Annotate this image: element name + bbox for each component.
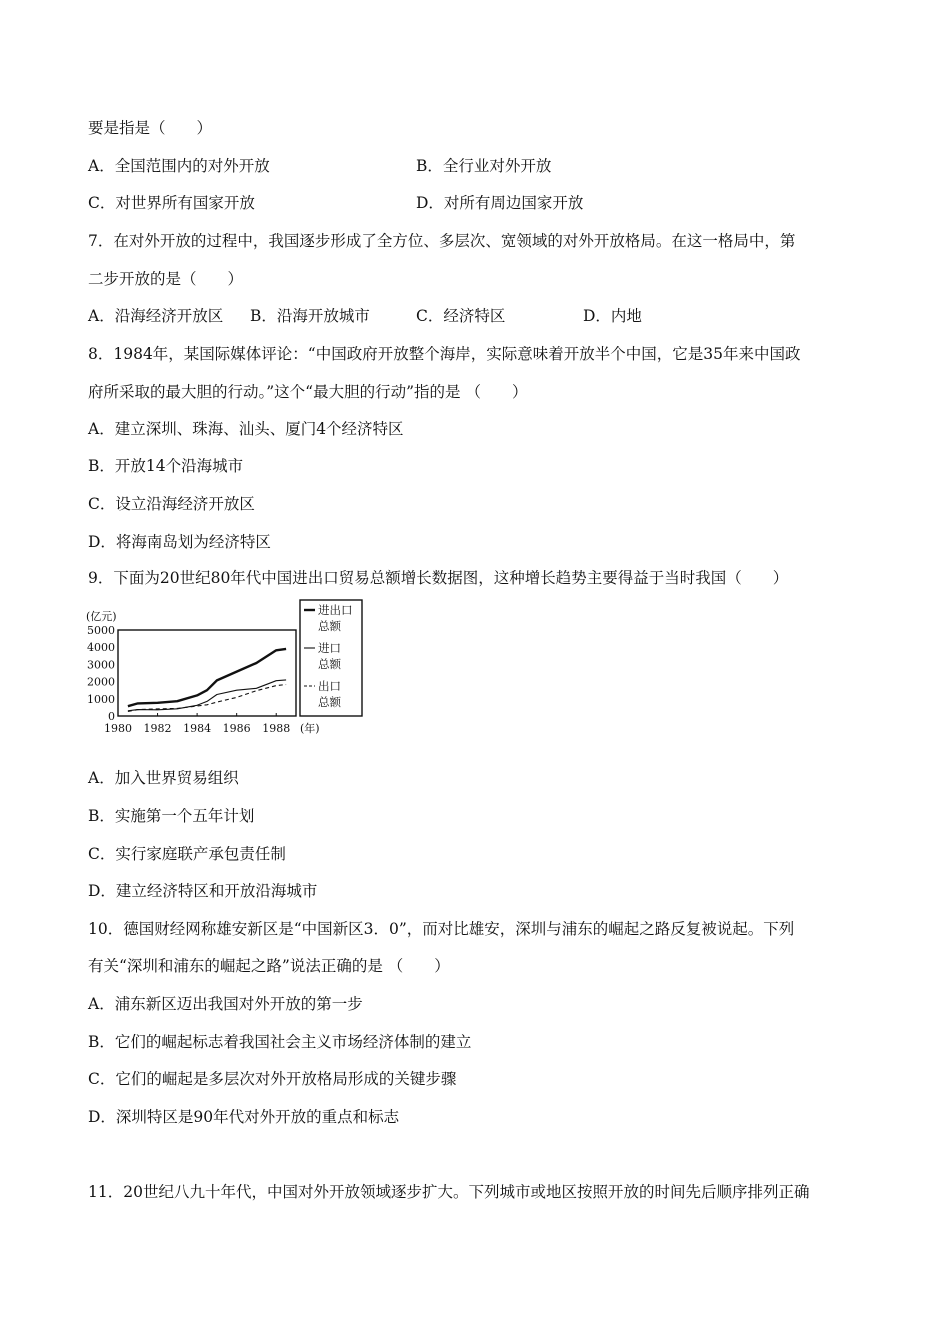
series-line-1 <box>128 649 286 706</box>
y-axis-label: (亿元) <box>86 610 117 623</box>
x-tick-label: 1982 <box>143 722 172 735</box>
trade-growth-chart-svg <box>84 598 374 740</box>
q7-stem-line2: 二步开放的是（ ） <box>88 270 244 288</box>
q10-option-a: A．浦东新区迈出我国对外开放的第一步 <box>88 995 363 1013</box>
y-tick-label: 4000 <box>87 641 115 655</box>
q8-stem-line2: 府所采取的最大胆的行动。”这个“最大胆的行动”指的是 （ ） <box>88 383 528 401</box>
q8-option-c: C．设立沿海经济开放区 <box>88 495 255 513</box>
legend-label-3-part1: 出口 <box>318 679 341 693</box>
q6-stem-tail: 要是指是（ ） <box>88 119 213 137</box>
q7-option-d: D．内地 <box>583 307 642 325</box>
x-tick-label: 1986 <box>222 722 251 735</box>
q9-option-d: D．建立经济特区和开放沿海城市 <box>88 882 318 900</box>
q7-option-a: A．沿海经济开放区 <box>88 307 224 325</box>
y-tick-label: 5000 <box>87 624 115 637</box>
q10-option-b: B．它们的崛起标志着我国社会主义市场经济体制的建立 <box>88 1033 472 1051</box>
q9-option-a: A．加入世界贸易组织 <box>88 769 239 787</box>
q9-stem-line1: 9．下面为20世纪80年代中国进出口贸易总额增长数据图，这种增长趋势主要得益于当时我国（ ） <box>88 569 789 587</box>
legend-label-3-part2: 总额 <box>318 695 341 709</box>
y-tick-label: 3000 <box>87 658 115 672</box>
y-tick-label: 0 <box>108 710 115 723</box>
q7-option-b: B．沿海开放城市 <box>250 307 370 325</box>
x-axis-label: (年) <box>300 722 320 735</box>
x-tick-label: 1984 <box>183 722 212 735</box>
q8-option-b: B．开放14个沿海城市 <box>88 457 244 475</box>
q6-option-c: C．对世界所有国家开放 <box>88 194 255 212</box>
q9-option-c: C．实行家庭联产承包责任制 <box>88 845 286 863</box>
x-tick-label: 1988 <box>262 722 291 735</box>
x-tick-label: 1980 <box>104 722 132 735</box>
q8-option-a: A．建立深圳、珠海、汕头、厦门4个经济特区 <box>88 420 404 438</box>
q6-option-d: D．对所有周边国家开放 <box>416 194 584 212</box>
q9-option-b: B．实施第一个五年计划 <box>88 807 255 825</box>
q10-option-c: C．它们的崛起是多层次对外开放格局形成的关键步骤 <box>88 1070 457 1088</box>
q7-stem-line1: 7．在对外开放的过程中，我国逐步形成了全方位、多层次、宽领域的对外开放格局。在这一格局中，第 <box>88 232 796 250</box>
q7-option-c: C．经济特区 <box>416 307 506 325</box>
q8-option-d: D．将海南岛划为经济特区 <box>88 533 271 551</box>
q10-stem-line2: 有关“深圳和浦东的崛起之路”说法正确的是 （ ） <box>88 957 450 975</box>
legend-label-1-part2: 总额 <box>318 619 341 633</box>
legend-label-1-part1: 进出口 <box>318 603 353 617</box>
q10-stem-line1: 10．德国财经网称雄安新区是“中国新区3．0”，而对比雄安，深圳与浦东的崛起之路反复被说起。下列 <box>88 920 795 938</box>
q10-option-d: D．深圳特区是90年代对外开放的重点和标志 <box>88 1108 400 1126</box>
y-tick-label: 2000 <box>87 675 115 689</box>
y-tick-label: 1000 <box>87 692 115 706</box>
trade-growth-chart <box>84 598 374 740</box>
q8-stem-line1: 8．1984年，某国际媒体评论：“中国政府开放整个海岸，实际意味着开放半个中国，它是35年来中国政 <box>88 345 801 363</box>
q6-option-a: A．全国范围内的对外开放 <box>88 157 270 175</box>
q11-stem-line1: 11．20世纪八九十年代，中国对外开放领域逐步扩大。下列城市或地区按照开放的时间先后顺序排列正确 <box>88 1183 810 1201</box>
q6-option-b: B．全行业对外开放 <box>416 157 552 175</box>
legend-label-2-part2: 总额 <box>318 657 341 671</box>
series-line-2 <box>128 680 286 711</box>
legend-label-2-part1: 进口 <box>318 641 341 655</box>
